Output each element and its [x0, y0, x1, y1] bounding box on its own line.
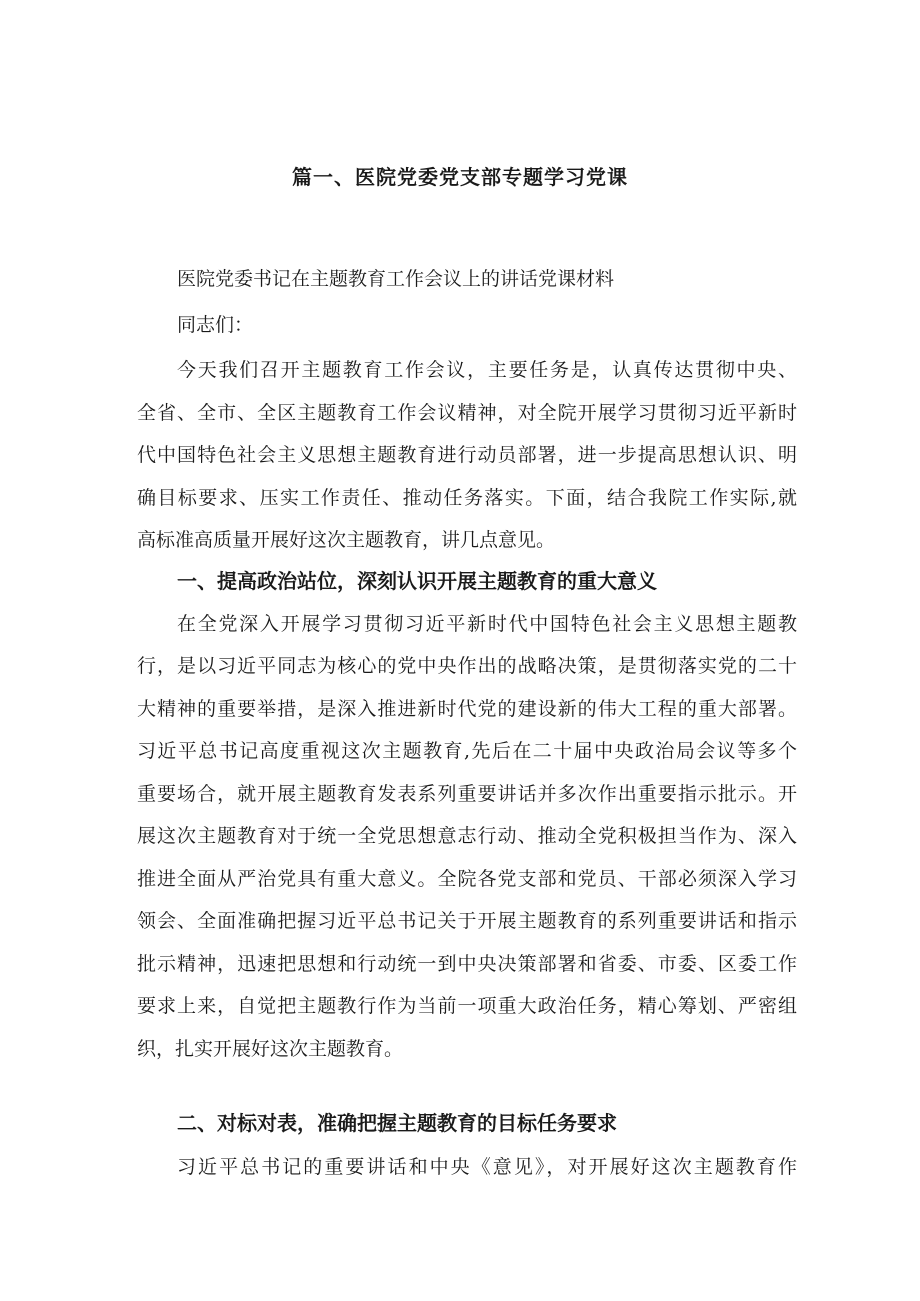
section-1-line: 大精神的重要举措，是深入推进新时代党的建设新的伟大工程的重大部署。 — [137, 698, 797, 720]
section-1-line: 习近平总书记高度重视这次主题教育,先后在二十届中央政治局会议等多个 — [137, 740, 797, 762]
section-1-line: 行，是以习近平同志为核心的党中央作出的战略决策，是贯彻落实党的二十 — [137, 655, 797, 677]
speech-subtitle: 医院党委书记在主题教育工作会议上的讲话党课材料 — [177, 268, 615, 290]
section-1-line: 批示精神，迅速把思想和行动统一到中央决策部署和省委、市委、区委工作 — [137, 953, 797, 975]
section-2-heading: 二、对标对表，准确把握主题教育的目标任务要求 — [177, 1111, 617, 1135]
intro-line: 全省、全市、全区主题教育工作会议精神，对全院开展学习贯彻习近平新时 — [137, 402, 797, 424]
section-1-line: 领会、全面准确把握习近平总书记关于开展主题教育的系列重要讲话和指示 — [137, 910, 797, 932]
section-1-heading: 一、提高政治站位，深刻认识开展主题教育的重大意义 — [177, 569, 657, 593]
salutation: 同志们： — [177, 314, 254, 336]
intro-line: 高标准高质量开展好这次主题教育，讲几点意见。 — [137, 529, 556, 551]
section-2-line: 习近平总书记的重要讲话和中央《意见》，对开展好这次主题教育作 — [177, 1156, 797, 1178]
section-1-line: 推进全面从严治党具有重大意义。全院各党支部和党员、干部必须深入学习 — [137, 868, 797, 890]
intro-line: 代中国特色社会主义思想主题教育进行动员部署，进一步提高思想认识、明 — [137, 444, 797, 466]
section-1-line: 展这次主题教育对于统一全党思想意志行动、推动全党积极担当作为、深入 — [137, 825, 797, 847]
document-title: 篇一、医院党委党支部专题学习党课 — [292, 165, 628, 189]
section-1-line: 在全党深入开展学习贯彻习近平新时代中国特色社会主义思想主题教 — [177, 613, 797, 635]
section-1-line: 要求上来，自觉把主题教行作为当前一项重大政治任务，精心筹划、严密组 — [137, 995, 797, 1017]
intro-line: 确目标要求、压实工作责任、推动任务落实。下面，结合我院工作实际,就 — [137, 487, 797, 509]
intro-line: 今天我们召开主题教育工作会议，主要任务是，认真传达贯彻中央、 — [177, 359, 797, 381]
section-1-line: 重要场合，就开展主题教育发表系列重要讲话并多次作出重要指示批示。开 — [137, 783, 797, 805]
section-1-line: 织，扎实开展好这次主题教育。 — [137, 1038, 404, 1060]
